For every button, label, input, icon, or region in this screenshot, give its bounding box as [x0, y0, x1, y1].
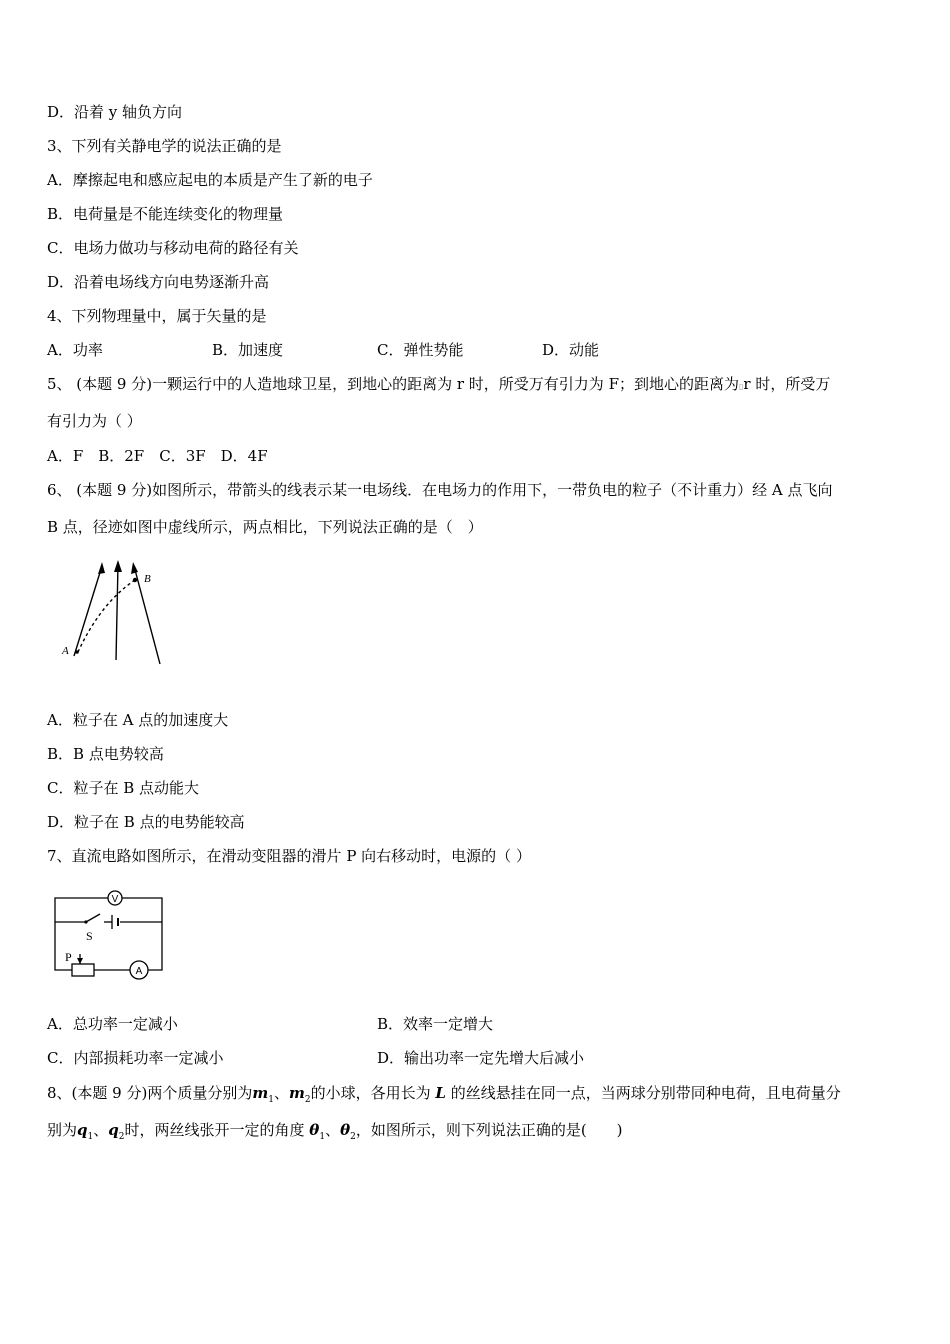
- q8-charge-1: q: [77, 1121, 88, 1139]
- q8-mass-2: m: [288, 1084, 305, 1102]
- q8-mass-1-sub: 1: [268, 1095, 274, 1105]
- switch-pivot: [84, 920, 87, 923]
- q4-option-b: B．加速度: [212, 341, 284, 359]
- q8-charge-1-sub: 1: [87, 1132, 94, 1142]
- q8-mass-2-sub: 2: [304, 1095, 311, 1105]
- q6-option-a: A．粒子在 A 点的加速度大: [47, 711, 229, 729]
- q6-option-b: B．B 点电势较高: [47, 745, 164, 763]
- q8-angle-2: θ: [340, 1121, 351, 1139]
- q2-option-d: D．沿着 y 轴负方向: [47, 103, 183, 121]
- q8-separator-2: 、: [93, 1121, 109, 1139]
- q4-stem: 4、下列物理量中，属于矢量的是: [47, 307, 267, 325]
- q7-option-c: C．内部损耗功率一定减小: [47, 1049, 224, 1067]
- q8-angle-2-sub: 2: [350, 1132, 356, 1142]
- q6-option-d: D．粒子在 B 点的电势能较高: [47, 813, 245, 831]
- q5-stem-line2: 有引力为（ ）: [47, 412, 142, 430]
- q8-charge-2-sub: 2: [118, 1132, 125, 1142]
- rheostat: [72, 964, 94, 976]
- q8-separator-3: 、: [325, 1121, 341, 1139]
- field-arrow-middle-icon: [114, 560, 122, 572]
- q3-option-c: C．电场力做功与移动电荷的路径有关: [47, 239, 299, 257]
- q8-text-3: 的丝线悬挂在同一点，当两球分别带同种电荷，且电荷量分: [450, 1084, 841, 1102]
- q8-text-4: 别为: [47, 1121, 78, 1139]
- q3-option-b: B．电荷量是不能连续变化的物理量: [47, 205, 284, 223]
- ammeter-label: A: [135, 966, 143, 977]
- q3-option-d: D．沿着电场线方向电势逐渐升高: [47, 273, 270, 291]
- field-arrow-left-icon: [98, 562, 105, 574]
- slider-arrow-icon: [77, 958, 83, 964]
- q7-option-d: D．输出功率一定先增大后减小: [377, 1049, 585, 1067]
- q4-option-c: C．弹性势能: [377, 341, 464, 359]
- q8-text-2: 的小球，各用长为: [310, 1084, 431, 1102]
- q7-stem: 7、直流电路如图所示，在滑动变阻器的滑片 P 向右移动时，电源的（ ）: [47, 847, 531, 865]
- q4-option-a: A．功率: [47, 341, 103, 359]
- slider-label: P: [65, 950, 72, 964]
- q6-stem-line2: B 点，径迹如图中虚线所示，两点相比，下列说法正确的是（ ）: [47, 518, 483, 536]
- q8-text-1: 8、(本题 9 分)两个质量分别为: [47, 1084, 253, 1102]
- q8-stem-line2: [47, 1120, 623, 1147]
- field-line-middle: [116, 564, 118, 660]
- circuit-figure: [50, 884, 172, 982]
- circuit-wire-right: [122, 898, 162, 970]
- voltmeter-label: V: [111, 894, 119, 905]
- q8-separator-1: 、: [273, 1084, 289, 1102]
- point-b-marker: [133, 578, 137, 582]
- q7-option-b: B．效率一定增大: [377, 1015, 494, 1033]
- switch-label: S: [86, 929, 93, 943]
- q3-stem: 3、下列有关静电学的说法正确的是: [47, 137, 282, 155]
- q5-stem-part1: 5、 (本题 9 分)一颗运行中的人造地球卫星，到地心的距离为 r 时，所受万有引力为 F；到地心的距离为: [47, 375, 739, 393]
- q8-angle-1: θ: [309, 1121, 320, 1139]
- q4-option-d: D．动能: [542, 341, 600, 359]
- q8-charge-2: q: [108, 1121, 119, 1139]
- q8-text-5: 时，两丝线张开一定的角度: [124, 1121, 305, 1139]
- q7-option-a: A．总功率一定减小: [47, 1015, 178, 1033]
- q5-stem-part2: r 时，所受万: [743, 375, 831, 393]
- q6-stem-line1: 6、 (本题 9 分)如图所示，带箭头的线表示某一电场线．在电场力的作用下，一带负电的粒子（不计重力）经 A 点飞向: [47, 481, 833, 499]
- q8-stem-line1: [47, 1083, 903, 1110]
- figure-label-b: B: [144, 573, 151, 585]
- q8-length: L: [435, 1084, 446, 1102]
- q5-fraction-placeholder-icon: ▯: [738, 382, 744, 391]
- q8-mass-1: m: [252, 1084, 269, 1102]
- q8-angle-1-sub: 1: [319, 1132, 326, 1142]
- q8-text-6: ，如图所示，则下列说法正确的是( ): [355, 1121, 623, 1139]
- q5-stem-line1: [47, 374, 903, 397]
- q3-option-a: A．摩擦起电和感应起电的本质是产生了新的电子: [47, 171, 373, 189]
- field-line-left: [74, 566, 102, 656]
- figure-label-a: A: [62, 645, 69, 657]
- switch-s: [86, 914, 100, 922]
- field-arrow-right-icon: [131, 562, 138, 574]
- point-a-marker: [75, 650, 79, 654]
- q5-options: A．F B．2F C．3F D．4F: [47, 447, 268, 465]
- q6-option-c: C．粒子在 B 点动能大: [47, 779, 200, 797]
- electric-field-figure: [56, 556, 176, 668]
